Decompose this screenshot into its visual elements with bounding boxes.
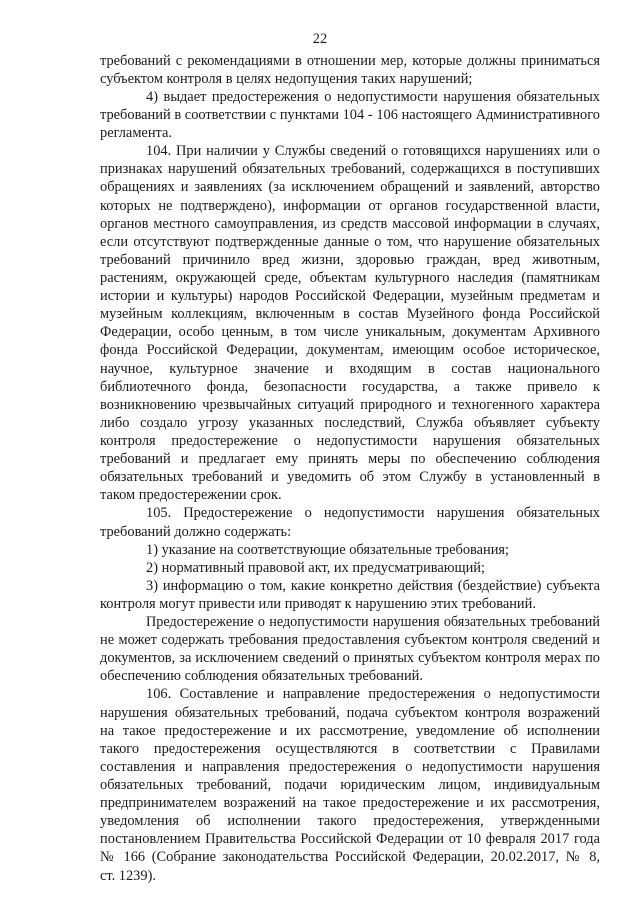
text-line: 104. При наличии у Службы сведений о готовящихся нарушениях или о xyxy=(146,143,600,159)
text-line: 2) нормативный правовой акт, их предусматривающий; xyxy=(146,560,485,576)
text-line: Федерации, особо ценным, в том числе уникальным, документам Архивного xyxy=(100,324,600,340)
text-line: требований причинило вред жизни, здоровью граждан, вред животным, xyxy=(100,252,600,268)
text-line: обязательных требований, подачи юридическим лицом, индивидуальным xyxy=(100,777,600,793)
text-line: библиотечного фонда, безопасности государства, а также привело к xyxy=(100,379,600,395)
text-line: регламента. xyxy=(100,125,172,141)
text-line: предпринимателем возражений на такое предостережение и их рассмотрения, xyxy=(100,795,600,811)
text-line: нарушения обязательных требований, подача субъектом контроля возражений xyxy=(100,705,600,721)
text-line: растениям, окружающей среде, объектам культурного наследия (памятникам xyxy=(100,270,600,286)
text-line: истории и культуры) народов Российской Федерации, музейным предметам и xyxy=(100,288,600,304)
text-line: 106. Составление и направление предостережения о недопустимости xyxy=(146,686,600,702)
text-line: органов местного самоуправления, из средств массовой информации в случаях, xyxy=(100,216,600,232)
text-line: таком предостережении срок. xyxy=(100,487,282,503)
text-line: 1) указание на соответствующие обязательные требования; xyxy=(146,542,510,558)
text-line: 105. Предостережение о недопустимости нарушения обязательных xyxy=(146,505,600,521)
text-line: субъектом контроля в целях недопущения таких нарушений; xyxy=(100,71,473,87)
text-line: контроля могут привести или приводят к нарушению этих требований. xyxy=(100,596,536,612)
text-line: музейным коллекциям, включенным в состав Музейного фонда Российской xyxy=(100,306,600,322)
text-line: признаках нарушений обязательных требований, содержащихся в поступивших xyxy=(100,161,600,177)
text-line: контроля предостережение о недопустимости нарушения обязательных xyxy=(100,433,600,449)
text-line: документов, за исключением сведений о принятых субъектом контроля мерах по xyxy=(100,650,600,666)
text-line: 3) информацию о том, какие конкретно действия (бездействие) субъекта xyxy=(146,578,600,594)
text-line: уведомления об исполнении такого предостережения, утвержденными xyxy=(100,813,600,829)
text-line: возникновению чрезвычайных ситуаций природного и техногенного характера xyxy=(100,397,600,413)
text-line: либо создало угрозу указанных последствий, Служба объявляет субъекту xyxy=(100,415,600,431)
text-line: требований в соответствии с пунктами 104 - 106 настоящего Административного xyxy=(100,107,600,123)
text-line: 4) выдает предостережения о недопустимости нарушения обязательных xyxy=(146,89,600,105)
text-line: требований с рекомендациями в отношении мер, которые должны приниматься xyxy=(100,53,600,69)
text-line: на такое предостережение и их рассмотрение, уведомление об исполнении xyxy=(100,723,600,739)
text-line: обращениях и заявлениях (за исключением обращений и заявлений, авторство xyxy=(100,179,600,195)
text-line: обеспечению соблюдения обязательных требований. xyxy=(100,668,423,684)
text-line: постановлением Правительства Российской Федерации от 10 февраля 2017 года xyxy=(100,831,600,847)
text-line: требований и предлагает ему принять меры по обеспечению соблюдения xyxy=(100,451,600,467)
text-line: требований должно содержать: xyxy=(100,524,292,540)
text-line: № 166 (Собрание законодательства Российской Федерации, 20.02.2017, № 8, xyxy=(100,849,600,865)
text-line: если отсутствуют подтвержденные данные о том, что нарушение обязательных xyxy=(100,234,600,250)
text-line: Предостережение о недопустимости нарушения обязательных требований xyxy=(146,614,600,630)
page-number: 22 xyxy=(312,31,328,47)
text-line: такого предостережения осуществляются в соответствии с Правилами xyxy=(100,741,600,757)
text-line: которых не подтверждено), информации от органов государственной власти, xyxy=(100,198,600,214)
text-line: научное, культурное значение и входящим в состав национального xyxy=(100,361,600,377)
text-line: не может содержать требования предоставления субъектом контроля сведений и xyxy=(100,632,600,648)
text-line: ст. 1239). xyxy=(100,868,156,884)
text-line: фонда Российской Федерации, документам, имеющим особое историческое, xyxy=(100,342,600,358)
text-line: составления и направления предостережения о недопустимости нарушения xyxy=(100,759,600,775)
text-line: обязательных требований и уведомить об этом Службу в установленный в xyxy=(100,469,600,485)
